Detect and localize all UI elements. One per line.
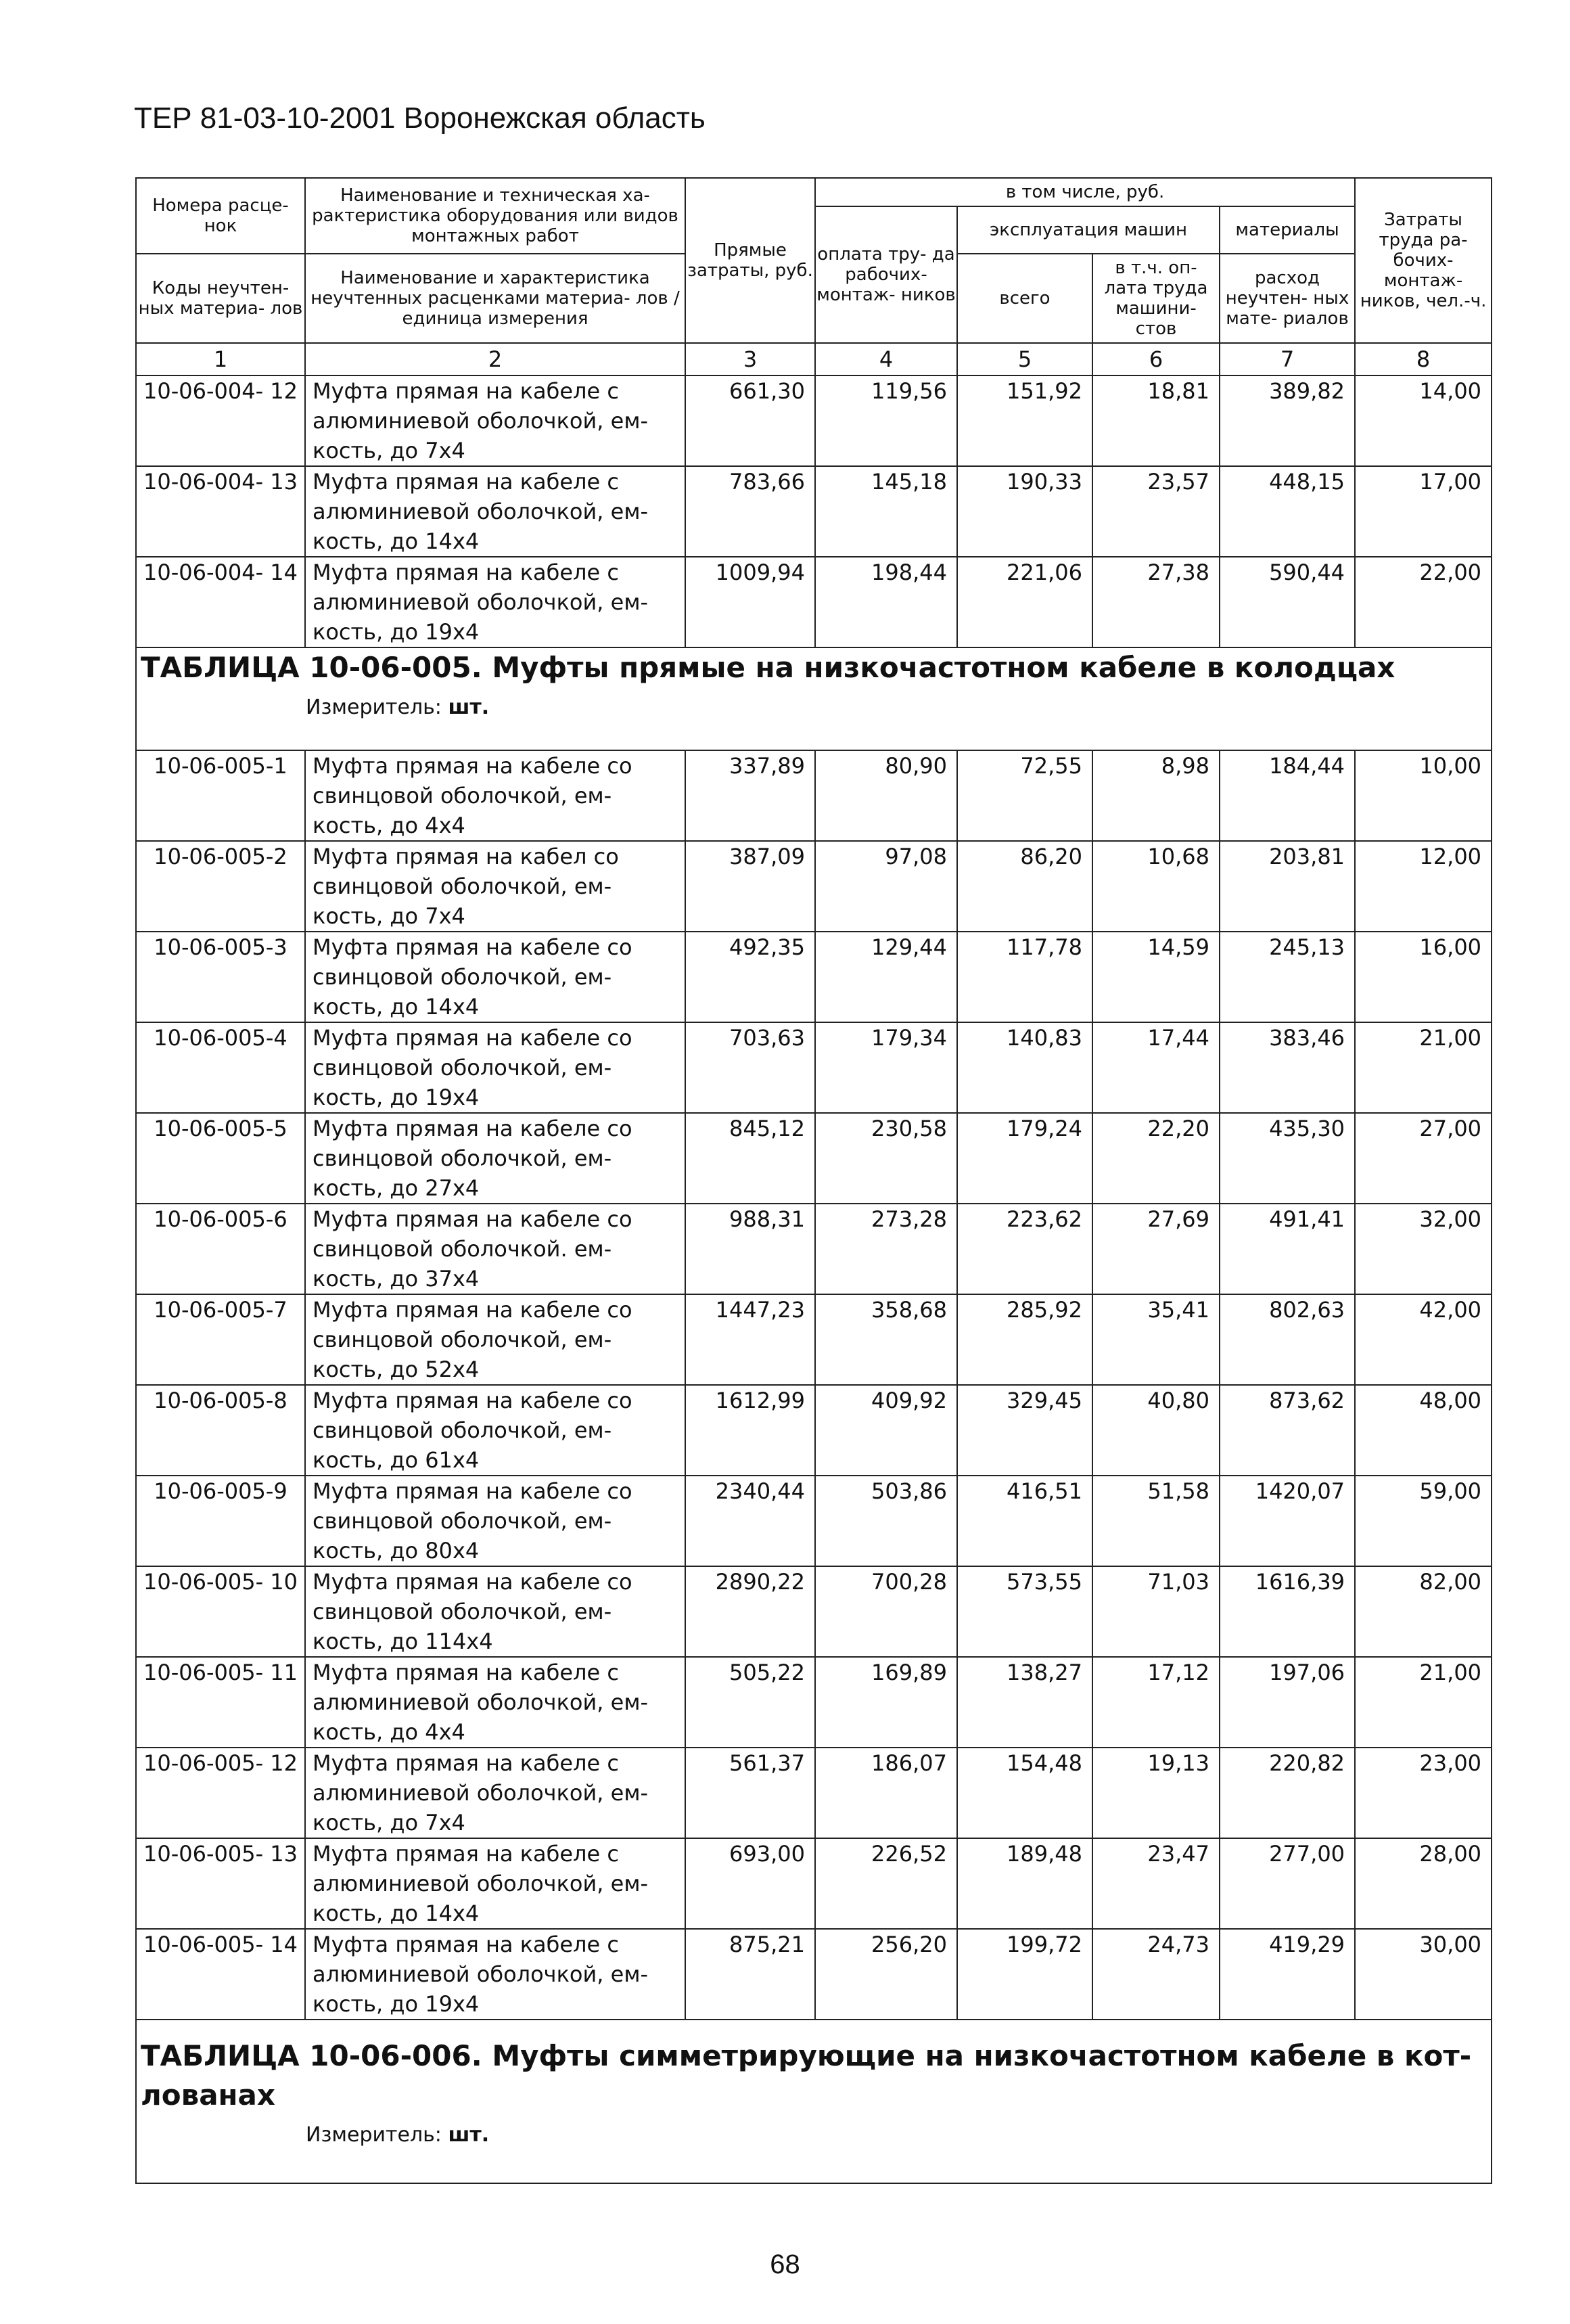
- operators-pay: 23,47: [1092, 1838, 1220, 1929]
- labor-hours: 16,00: [1355, 932, 1492, 1022]
- labor-hours: 59,00: [1355, 1476, 1492, 1566]
- machines-total: 223,62: [957, 1204, 1092, 1294]
- materials-cost: 245,13: [1220, 932, 1355, 1022]
- labor-hours: 21,00: [1355, 1022, 1492, 1113]
- machines-total: 72,55: [957, 750, 1092, 841]
- direct-costs: 387,09: [685, 841, 815, 932]
- work-name: Муфта прямая на кабеле со свинцовой оболочкой, ем- кость, до 4x4: [305, 750, 685, 841]
- table-006-title-row: [136, 2020, 1492, 2183]
- table-number: 10-06-005.: [309, 651, 482, 684]
- labor-hours: 27,00: [1355, 1113, 1492, 1204]
- table-title-text: Муфты прямые на низкочастотном кабеле в колодцах: [492, 651, 1395, 684]
- materials-cost: 435,30: [1220, 1113, 1355, 1204]
- operators-pay: 22,20: [1092, 1113, 1220, 1204]
- meter-unit: шт.: [448, 2123, 490, 2147]
- labor-pay: 119,56: [815, 375, 957, 466]
- table-row: [136, 841, 1492, 932]
- column-number: 4: [815, 343, 957, 375]
- materials-cost: 277,00: [1220, 1838, 1355, 1929]
- table-row: [136, 1476, 1492, 1566]
- materials-cost: 802,63: [1220, 1294, 1355, 1385]
- column-number: 6: [1092, 343, 1220, 375]
- materials-cost: 383,46: [1220, 1022, 1355, 1113]
- work-name: Муфта прямая на кабеле со свинцовой оболочкой, ем- кость, до 27x4: [305, 1113, 685, 1204]
- operators-pay: 18,81: [1092, 375, 1220, 466]
- labor-pay: 169,89: [815, 1657, 957, 1748]
- work-name: Муфта прямая на кабеле с алюминиевой оболочкой, ем- кость, до 19x4: [305, 557, 685, 647]
- operators-pay: 23,57: [1092, 466, 1220, 557]
- table-title-text: Муфты симметрирующие на низкочастотном кабеле в кот- лованах: [141, 2039, 1472, 2112]
- labor-hours: 42,00: [1355, 1294, 1492, 1385]
- operators-pay: 71,03: [1092, 1566, 1220, 1657]
- labor-hours: 21,00: [1355, 1657, 1492, 1748]
- table-005-meter: [137, 696, 1491, 719]
- work-name: Муфта прямая на кабеле со свинцовой оболочкой. ем- кость, до 37x4: [305, 1204, 685, 1294]
- direct-costs: 875,21: [685, 1929, 815, 2020]
- labor-pay: 226,52: [815, 1838, 957, 1929]
- rate-code: 10-06-005-9: [136, 1476, 305, 1566]
- table-row: [136, 1929, 1492, 2020]
- machines-total: 190,33: [957, 466, 1092, 557]
- column-number: 2: [305, 343, 685, 375]
- labor-pay: 198,44: [815, 557, 957, 647]
- operators-pay: 27,38: [1092, 557, 1220, 647]
- rate-code: 10-06-004- 12: [136, 375, 305, 466]
- machines-total: 86,20: [957, 841, 1092, 932]
- machines-total: 285,92: [957, 1294, 1092, 1385]
- rate-code: 10-06-005- 10: [136, 1566, 305, 1657]
- page-number: 68: [770, 2250, 800, 2279]
- header-labor-pay: оплата тру- да рабочих- монтаж- ников: [815, 206, 957, 343]
- meter-unit: шт.: [448, 696, 490, 719]
- machines-total: 573,55: [957, 1566, 1092, 1657]
- rows-table-005: [136, 750, 1492, 2020]
- work-name: Муфта прямая на кабеле с алюминиевой оболочкой, ем- кость, до 4x4: [305, 1657, 685, 1748]
- header-direct-costs: Прямые затраты, руб.: [685, 178, 815, 343]
- work-name: Муфта прямая на кабеле со свинцовой оболочкой, ем- кость, до 114x4: [305, 1566, 685, 1657]
- direct-costs: 783,66: [685, 466, 815, 557]
- labor-pay: 700,28: [815, 1566, 957, 1657]
- direct-costs: 845,12: [685, 1113, 815, 1204]
- rate-code: 10-06-005-8: [136, 1385, 305, 1476]
- direct-costs: 1009,94: [685, 557, 815, 647]
- table-005-title: [137, 648, 1491, 687]
- work-name: Муфта прямая на кабеле с алюминиевой оболочкой, ем- кость, до 14x4: [305, 1838, 685, 1929]
- direct-costs: 337,89: [685, 750, 815, 841]
- table-006-title: [137, 2020, 1491, 2115]
- work-name: Муфта прямая на кабеле с алюминиевой оболочкой, ем- кость, до 19x4: [305, 1929, 685, 2020]
- operators-pay: 10,68: [1092, 841, 1220, 932]
- header-labor-costs: Затраты труда ра- бочих- монтаж- ников, чел.-ч.: [1355, 178, 1492, 343]
- materials-cost: 1420,07: [1220, 1476, 1355, 1566]
- column-numbers-row: [136, 343, 1492, 375]
- header-row-1: [136, 178, 1492, 206]
- header-machines-total: всего: [957, 254, 1092, 343]
- materials-cost: 184,44: [1220, 750, 1355, 841]
- rate-code: 10-06-004- 13: [136, 466, 305, 557]
- rate-code: 10-06-005-7: [136, 1294, 305, 1385]
- header-code: Номера расце- нок: [136, 178, 305, 254]
- work-name: Муфта прямая на кабеле со свинцовой оболочкой, ем- кость, до 80x4: [305, 1476, 685, 1566]
- labor-hours: 82,00: [1355, 1566, 1492, 1657]
- work-name: Муфта прямая на кабеле с алюминиевой оболочкой, ем- кость, до 7x4: [305, 375, 685, 466]
- work-name: Муфта прямая на кабеле со свинцовой оболочкой, ем- кость, до 14x4: [305, 932, 685, 1022]
- labor-hours: 14,00: [1355, 375, 1492, 466]
- machines-total: 189,48: [957, 1838, 1092, 1929]
- rates-table: [135, 177, 1491, 2184]
- work-name: Муфта прямая на кабеле с алюминиевой оболочкой, ем- кость, до 14x4: [305, 466, 685, 557]
- operators-pay: 14,59: [1092, 932, 1220, 1022]
- column-number: 1: [136, 343, 305, 375]
- operators-pay: 35,41: [1092, 1294, 1220, 1385]
- table-row: [136, 750, 1492, 841]
- materials-cost: 197,06: [1220, 1657, 1355, 1748]
- page-header: ТЕР 81-03-10-2001 Воронежская область: [134, 101, 706, 135]
- column-number: 7: [1220, 343, 1355, 375]
- work-name: Муфта прямая на кабеле со свинцовой оболочкой, ем- кость, до 61x4: [305, 1385, 685, 1476]
- rate-code: 10-06-005-1: [136, 750, 305, 841]
- labor-pay: 129,44: [815, 932, 957, 1022]
- materials-cost: 220,82: [1220, 1748, 1355, 1838]
- rate-code: 10-06-005- 14: [136, 1929, 305, 2020]
- table-row: [136, 1566, 1492, 1657]
- rows-table-004: [136, 375, 1492, 647]
- operators-pay: 40,80: [1092, 1385, 1220, 1476]
- work-name: Муфта прямая на кабеле с алюминиевой оболочкой, ем- кость, до 7x4: [305, 1748, 685, 1838]
- rate-code: 10-06-005-3: [136, 932, 305, 1022]
- table-row: [136, 466, 1492, 557]
- header-name: Наименование и техническая ха- рактеристика оборудования или видов монтажных работ: [305, 178, 685, 254]
- table-label: ТАБЛИЦА: [141, 651, 300, 684]
- table-row: [136, 1294, 1492, 1385]
- meter-label: Измеритель:: [306, 696, 442, 719]
- table-row: [136, 375, 1492, 466]
- direct-costs: 505,22: [685, 1657, 815, 1748]
- labor-hours: 17,00: [1355, 466, 1492, 557]
- machines-total: 329,45: [957, 1385, 1092, 1476]
- labor-pay: 145,18: [815, 466, 957, 557]
- labor-hours: 12,00: [1355, 841, 1492, 932]
- machines-total: 154,48: [957, 1748, 1092, 1838]
- operators-pay: 27,69: [1092, 1204, 1220, 1294]
- materials-cost: 203,81: [1220, 841, 1355, 932]
- materials-cost: 1616,39: [1220, 1566, 1355, 1657]
- labor-pay: 80,90: [815, 750, 957, 841]
- labor-pay: 503,86: [815, 1476, 957, 1566]
- direct-costs: 2340,44: [685, 1476, 815, 1566]
- direct-costs: 1447,23: [685, 1294, 815, 1385]
- rate-code: 10-06-005- 12: [136, 1748, 305, 1838]
- header-operators-pay: в т.ч. оп- лата труда машини- стов: [1092, 254, 1220, 343]
- labor-hours: 10,00: [1355, 750, 1492, 841]
- column-number: 5: [957, 343, 1092, 375]
- table-row: [136, 1748, 1492, 1838]
- labor-pay: 256,20: [815, 1929, 957, 2020]
- table-row: [136, 932, 1492, 1022]
- materials-cost: 590,44: [1220, 557, 1355, 647]
- operators-pay: 8,98: [1092, 750, 1220, 841]
- table-row: [136, 557, 1492, 647]
- labor-hours: 48,00: [1355, 1385, 1492, 1476]
- direct-costs: 2890,22: [685, 1566, 815, 1657]
- header-materials: материалы: [1220, 206, 1355, 254]
- work-name: Муфта прямая на кабеле со свинцовой оболочкой, ем- кость, до 52x4: [305, 1294, 685, 1385]
- rate-code: 10-06-004- 14: [136, 557, 305, 647]
- operators-pay: 51,58: [1092, 1476, 1220, 1566]
- table-006-meter: [137, 2123, 1491, 2147]
- direct-costs: 988,31: [685, 1204, 815, 1294]
- materials-cost: 873,62: [1220, 1385, 1355, 1476]
- machines-total: 179,24: [957, 1113, 1092, 1204]
- machines-total: 151,92: [957, 375, 1092, 466]
- labor-hours: 32,00: [1355, 1204, 1492, 1294]
- rate-code: 10-06-005- 13: [136, 1838, 305, 1929]
- direct-costs: 561,37: [685, 1748, 815, 1838]
- header-machine-operation: эксплуатация машин: [957, 206, 1220, 254]
- meter-label: Измеритель:: [306, 2123, 442, 2147]
- table-label: ТАБЛИЦА: [141, 2039, 300, 2072]
- materials-cost: 448,15: [1220, 466, 1355, 557]
- table-005-title-row: [136, 647, 1492, 750]
- table-row: [136, 1113, 1492, 1204]
- machines-total: 117,78: [957, 932, 1092, 1022]
- table-row: [136, 1657, 1492, 1748]
- machines-total: 199,72: [957, 1929, 1092, 2020]
- header-material-name: Наименование и характеристика неучтенных расценками материа- лов / единица измерения: [305, 254, 685, 343]
- direct-costs: 492,35: [685, 932, 815, 1022]
- work-name: Муфта прямая на кабеле со свинцовой оболочкой, ем- кость, до 19x4: [305, 1022, 685, 1113]
- header-including: в том числе, руб.: [815, 178, 1355, 206]
- direct-costs: 693,00: [685, 1838, 815, 1929]
- column-number: 3: [685, 343, 815, 375]
- labor-hours: 28,00: [1355, 1838, 1492, 1929]
- labor-pay: 97,08: [815, 841, 957, 932]
- labor-pay: 358,68: [815, 1294, 957, 1385]
- work-name: Муфта прямая на кабел со свинцовой оболочкой, ем- кость, до 7x4: [305, 841, 685, 932]
- operators-pay: 24,73: [1092, 1929, 1220, 2020]
- labor-pay: 409,92: [815, 1385, 957, 1476]
- header-materials-usage: расход неучтен- ных мате- риалов: [1220, 254, 1355, 343]
- table-row: [136, 1204, 1492, 1294]
- table-row: [136, 1385, 1492, 1476]
- operators-pay: 17,12: [1092, 1657, 1220, 1748]
- operators-pay: 19,13: [1092, 1748, 1220, 1838]
- labor-pay: 273,28: [815, 1204, 957, 1294]
- rates-grid: [135, 177, 1492, 2184]
- machines-total: 140,83: [957, 1022, 1092, 1113]
- direct-costs: 661,30: [685, 375, 815, 466]
- machines-total: 416,51: [957, 1476, 1092, 1566]
- labor-hours: 23,00: [1355, 1748, 1492, 1838]
- materials-cost: 389,82: [1220, 375, 1355, 466]
- machines-total: 138,27: [957, 1657, 1092, 1748]
- labor-pay: 179,34: [815, 1022, 957, 1113]
- rate-code: 10-06-005-2: [136, 841, 305, 932]
- table-row: [136, 1022, 1492, 1113]
- header-material-code: Коды неучтен- ных материа- лов: [136, 254, 305, 343]
- rate-code: 10-06-005-6: [136, 1204, 305, 1294]
- column-number: 8: [1355, 343, 1492, 375]
- operators-pay: 17,44: [1092, 1022, 1220, 1113]
- materials-cost: 419,29: [1220, 1929, 1355, 2020]
- rate-code: 10-06-005-4: [136, 1022, 305, 1113]
- table-row: [136, 1838, 1492, 1929]
- labor-hours: 22,00: [1355, 557, 1492, 647]
- direct-costs: 703,63: [685, 1022, 815, 1113]
- rate-code: 10-06-005- 11: [136, 1657, 305, 1748]
- machines-total: 221,06: [957, 557, 1092, 647]
- labor-hours: 30,00: [1355, 1929, 1492, 2020]
- rate-code: 10-06-005-5: [136, 1113, 305, 1204]
- labor-pay: 230,58: [815, 1113, 957, 1204]
- table-number: 10-06-006.: [309, 2039, 482, 2072]
- direct-costs: 1612,99: [685, 1385, 815, 1476]
- labor-pay: 186,07: [815, 1748, 957, 1838]
- materials-cost: 491,41: [1220, 1204, 1355, 1294]
